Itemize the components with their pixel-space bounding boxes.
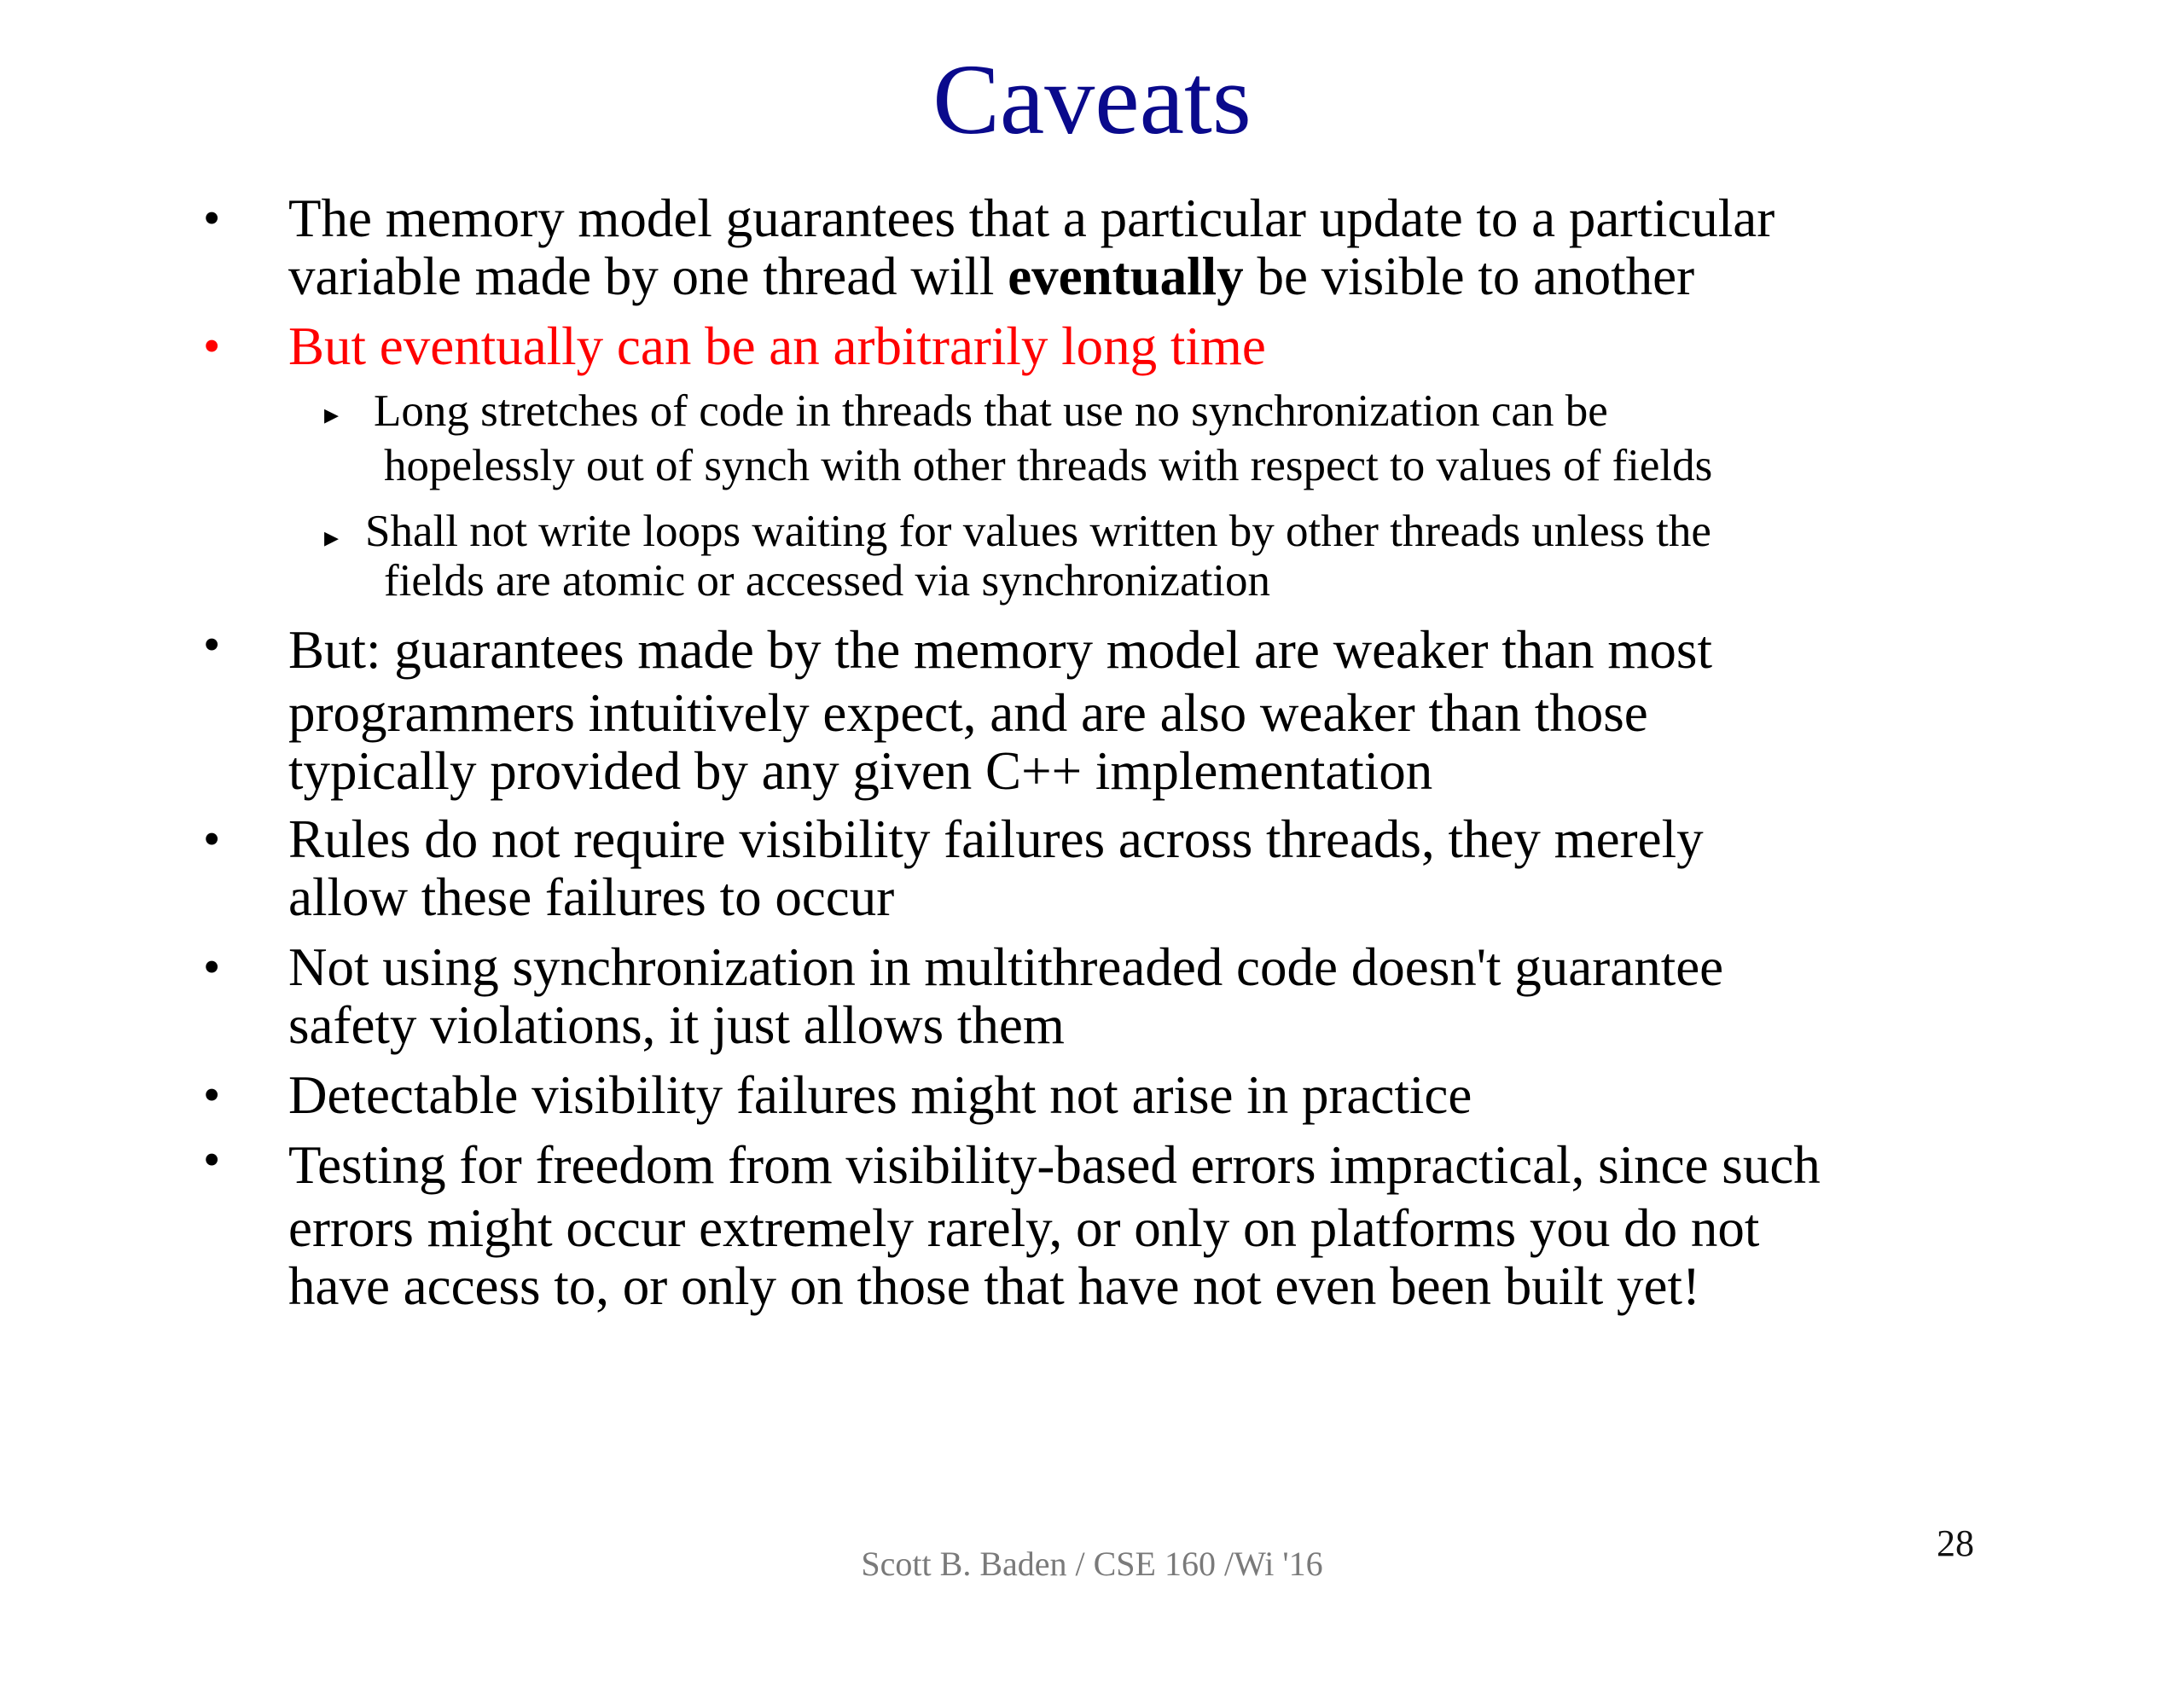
sub-bullet-shall-not-write-loops xyxy=(324,507,1986,606)
bullet-line: Testing for freedom from visibility-based errors impractical, since such xyxy=(288,1135,1821,1195)
bullet-icon: • xyxy=(203,318,221,374)
bullet-line: have access to, or only on those that have not even been built yet! xyxy=(288,1256,1700,1316)
bullet-line: Not using synchronization in multithreaded code doesn't guarantee xyxy=(288,937,1724,997)
bullet-testing-impractical xyxy=(203,1131,2012,1316)
bullet-line: But: guarantees made by the memory model are weaker than most xyxy=(288,620,1712,680)
bullet-icon: • xyxy=(203,617,221,672)
bullet-icon: • xyxy=(203,1067,221,1122)
sub-bullet-line: Long stretches of code in threads that use no synchronization can be xyxy=(374,386,1608,436)
bullet-icon: • xyxy=(203,939,221,994)
triangle-right-icon: ▸ xyxy=(324,520,340,554)
bullet-synchronization-safety xyxy=(203,937,2012,1055)
bullet-rules-visibility xyxy=(203,809,2012,927)
bullet-line: The memory model guarantees that a particular update to a particular xyxy=(288,188,1775,248)
bullet-line: programmers intuitively expect, and are also weaker than those xyxy=(288,683,1648,743)
bullet-line: allow these failures to occur xyxy=(288,867,895,927)
emphasis-text: eventually xyxy=(1008,246,1244,306)
bullet-icon: • xyxy=(203,190,221,246)
sub-bullet-line: Shall not write loops waiting for values written by other threads unless the xyxy=(365,507,1711,556)
bullet-line: Detectable visibility failures might not arise in practice xyxy=(288,1065,1472,1125)
page-number: 28 xyxy=(1937,1522,1974,1564)
bullet-icon: • xyxy=(203,811,221,867)
bullet-line: errors might occur extremely rarely, or only on platforms you do not xyxy=(288,1198,1760,1258)
triangle-right-icon: ▸ xyxy=(324,397,340,432)
bullet-memory-model-guarantee xyxy=(203,188,2012,306)
bullet-eventually-long-time xyxy=(203,316,2012,376)
bullet-line: typically provided by any given C++ implementation xyxy=(288,741,1433,801)
bullet-weaker-guarantees xyxy=(203,616,2012,801)
bullet-line: But eventually can be an arbitrarily long time xyxy=(288,316,1266,376)
bullet-text: variable made by one thread will xyxy=(288,246,995,306)
bullet-line: safety violations, it just allows them xyxy=(288,995,1065,1055)
slide-title: Caveats xyxy=(932,43,1252,155)
bullet-text: be visible to another xyxy=(1257,246,1695,306)
sub-bullet-long-stretches xyxy=(324,384,1995,493)
bullet-line: Rules do not require visibility failures across threads, they merely xyxy=(288,809,1704,869)
bullet-detectable-failures xyxy=(203,1065,2012,1125)
slide-footer: Scott B. Baden / CSE 160 /Wi '16 xyxy=(861,1545,1323,1583)
sub-bullet-line: fields are atomic or accessed via synchronization xyxy=(384,556,1270,606)
bullet-icon: • xyxy=(203,1132,221,1187)
bullet-line xyxy=(288,247,2012,305)
sub-bullet-line: hopelessly out of synch with other threads with respect to values of fields xyxy=(384,441,1713,490)
